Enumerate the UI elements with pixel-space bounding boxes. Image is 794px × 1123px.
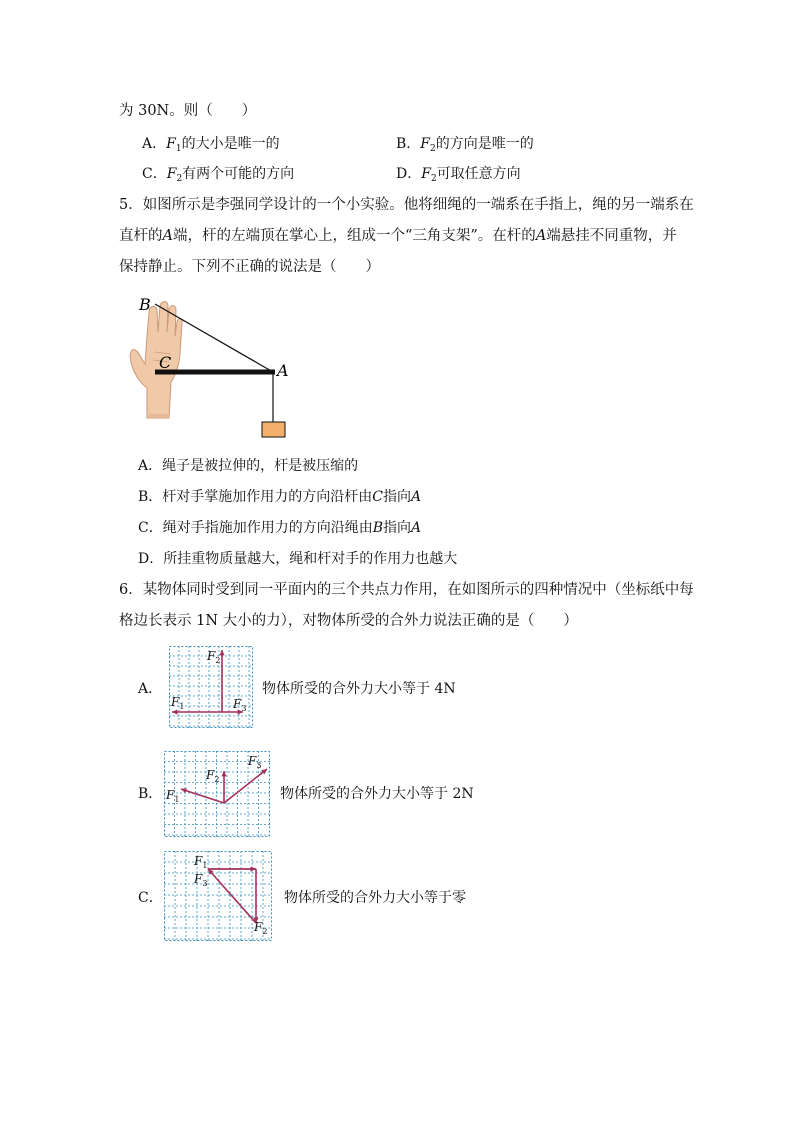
weight-block <box>262 422 285 437</box>
q5-option-c[interactable]: C．绳对手指施加作用力的方向沿绳由B指向A <box>138 520 422 536</box>
force-symbol: F <box>421 166 431 182</box>
label-f2: $F_2$ <box>206 768 220 784</box>
option-letter: B． <box>138 489 163 505</box>
force-f1-arrow-head <box>172 709 177 714</box>
force-f1-arrow-head <box>181 788 187 793</box>
hand-image <box>130 302 182 419</box>
force-f3-arrow <box>208 869 256 923</box>
q6-option-a-caption: 物体所受的合外力大小等于 4N <box>262 681 456 697</box>
label-b: B <box>139 295 151 314</box>
force-symbol: F <box>166 166 177 182</box>
label-f1: $F_1$ <box>194 854 208 870</box>
q6-option-a-letter[interactable]: A． <box>138 681 163 697</box>
option-letter: C． <box>138 520 163 536</box>
force-subscript: 1 <box>175 144 182 154</box>
q6-option-c-caption: 物体所受的合外力大小等于零 <box>284 890 466 906</box>
label-f1: $F_1$ <box>166 788 180 804</box>
force-grid-c[interactable] <box>164 851 272 941</box>
q5-option-b[interactable]: B．杆对手掌施加作用力的方向沿杆由C指向A <box>138 489 422 505</box>
label-f3: $F_3$ <box>233 697 247 713</box>
q4-option-d[interactable] <box>396 164 521 189</box>
force-subscript: 2 <box>430 144 436 154</box>
q5-option-a[interactable] <box>138 456 358 476</box>
point-a-label: A <box>162 228 173 244</box>
force-symbol: F <box>166 136 176 152</box>
option-letter: B． <box>396 136 421 152</box>
q5-stem-line-1: 5．如图所示是李强同学设计的一个小实验。他将细绳的一端系在手指上，绳的另一端系在 <box>119 197 694 213</box>
force-f1-arrow <box>181 789 224 803</box>
q4-option-b[interactable] <box>396 134 534 159</box>
q6-stem-line-2: 格边长表示 1N 大小的力），对物体所受的合外力说法正确的是（ ） <box>119 613 578 629</box>
q6-option-b-caption: 物体所受的合外力大小等于 2N <box>280 786 474 802</box>
force-symbol: F <box>420 136 431 152</box>
option-text: 可取任意方向 <box>436 166 521 182</box>
force-f3-arrow <box>224 769 267 803</box>
option-text: 所挂重物质量越大，绳和杆对手的作用力也越大 <box>163 551 458 567</box>
triangle-support-figure <box>125 292 295 442</box>
label-f2: $F_2$ <box>207 649 221 665</box>
label-f2: $F_2$ <box>254 920 268 936</box>
q5-option-d[interactable] <box>138 549 457 569</box>
option-text: 有两个可能的方向 <box>182 166 295 182</box>
force-grid-b[interactable] <box>164 751 270 837</box>
q5-stem-line-3: 保持静止。下列不正确的说法是（ ） <box>119 259 380 275</box>
label-f1: $F_1$ <box>171 695 185 711</box>
option-text: 的大小是唯一的 <box>181 136 280 152</box>
q4-tail-line: 为 30N。则（ ） <box>119 103 257 119</box>
force-f2-arrow-head <box>219 650 224 655</box>
point-a-label: A <box>535 228 547 244</box>
q5-stem-line-2: 直杆的A端，杆的左端顶在掌心上，组成一个“三角支架”。在杆的A端悬挂不同重物，并 <box>119 228 677 244</box>
option-text: 的方向是唯一的 <box>435 136 534 152</box>
q6-option-b-letter[interactable]: B． <box>138 786 163 802</box>
q4-option-a[interactable] <box>142 134 280 159</box>
label-c: C <box>159 353 172 372</box>
force-grid-a[interactable] <box>169 646 253 728</box>
q6-stem-line-1: 6．某物体同时受到同一平面内的三个共点力作用，在如图所示的四种情况中（坐标纸中每 <box>119 582 694 598</box>
option-letter: A． <box>138 458 163 474</box>
option-text: 绳子是被拉伸的，杆是被压缩的 <box>162 458 359 474</box>
force-subscript: 2 <box>176 174 183 184</box>
force-subscript: 2 <box>430 174 437 184</box>
option-letter: D． <box>396 166 422 182</box>
option-letter: A． <box>142 136 167 152</box>
label-a: A <box>277 361 289 380</box>
label-f3: $F_3$ <box>194 872 208 888</box>
q4-option-c[interactable] <box>142 164 294 189</box>
q6-option-c-letter[interactable]: C． <box>138 890 163 906</box>
option-letter: C． <box>142 166 167 182</box>
option-letter: D． <box>138 551 164 567</box>
label-f3: $F_3$ <box>248 754 262 770</box>
